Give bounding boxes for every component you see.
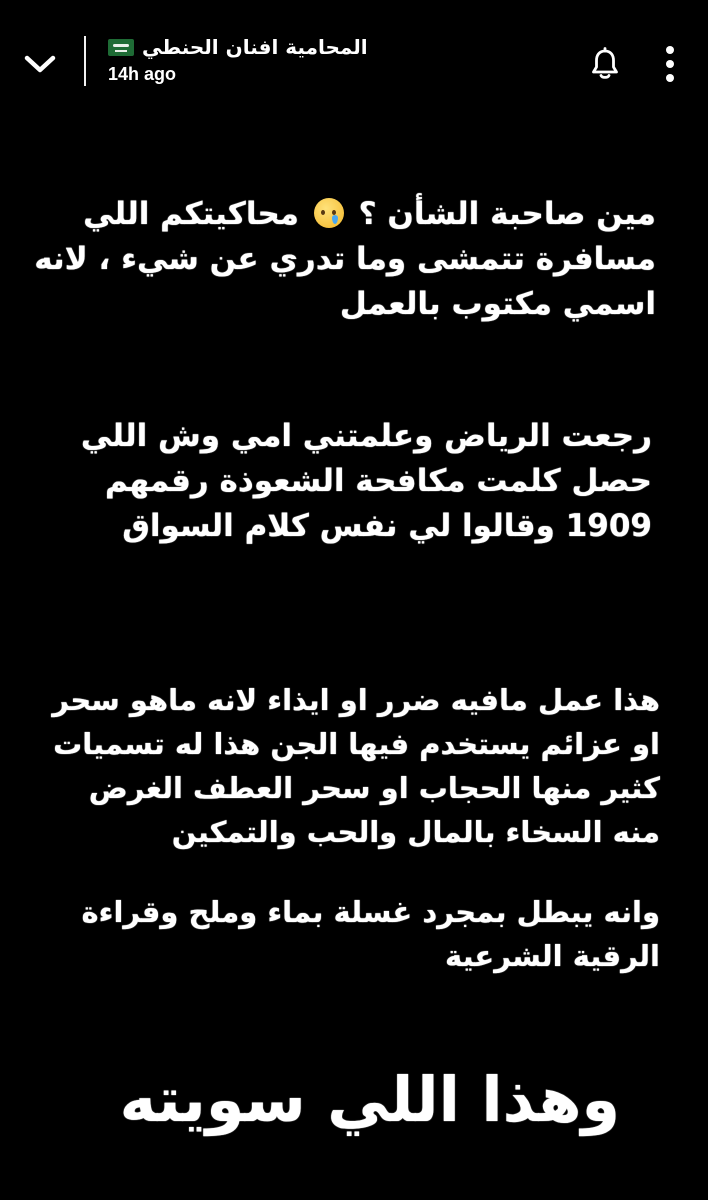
story-timestamp: 14h ago	[108, 64, 177, 84]
more-vertical-icon	[665, 44, 675, 84]
story-line: رجعت الرياض وعلمتني امي وش اللي	[80, 418, 652, 454]
story-line: اسمي مكتوب بالعمل	[339, 286, 656, 322]
saudi-flag-icon	[108, 39, 134, 56]
story-line: 1909 وقالوا لي نفس كلام السواق	[122, 508, 652, 544]
story-line: وهذا اللي سويته	[119, 1063, 620, 1136]
chevron-down-icon	[23, 53, 57, 75]
author-name-row	[108, 32, 438, 62]
story-paragraph-1	[34, 192, 656, 327]
story-line: كثير منها الحجاب او سحر العطف الغرض	[88, 771, 660, 805]
story-line: وانه يبطل بمجرد غسلة بماء وملح وقراءة	[81, 895, 660, 929]
story-line: منه السخاء بالمال والحب والتمكين	[171, 815, 660, 849]
story-line: او عزائم يستخدم فيها الجن هذا له تسميات	[53, 727, 660, 761]
story-paragraph-2	[42, 414, 652, 549]
header-divider	[84, 36, 86, 86]
story-line	[46, 192, 656, 237]
story-closing-line	[10, 1060, 620, 1140]
story-text-fragment: محاكيتكم اللي	[83, 196, 299, 232]
story-paragraph-4	[50, 890, 660, 978]
story-line: الرقية الشرعية	[445, 939, 660, 973]
notification-button[interactable]	[585, 44, 625, 84]
crying-face-emoji	[314, 198, 344, 228]
story-author-info[interactable]	[108, 32, 438, 85]
story-line: هذا عمل مافيه ضرر او ايذاء لانه ماهو سحر	[52, 683, 660, 717]
collapse-button[interactable]	[18, 44, 62, 84]
author-username: المحامية افنان الحنطي	[142, 35, 368, 59]
story-line: حصل كلمت مكافحة الشعوذة رقمهم	[105, 463, 652, 499]
more-options-button[interactable]	[650, 40, 690, 88]
bell-icon	[590, 47, 620, 81]
story-line: مسافرة تتمشى وما تدري عن شيء ، لانه	[34, 241, 656, 277]
story-paragraph-3	[50, 678, 660, 854]
story-header	[0, 0, 708, 110]
story-text-fragment: مين صاحبة الشأن ؟	[358, 196, 656, 232]
